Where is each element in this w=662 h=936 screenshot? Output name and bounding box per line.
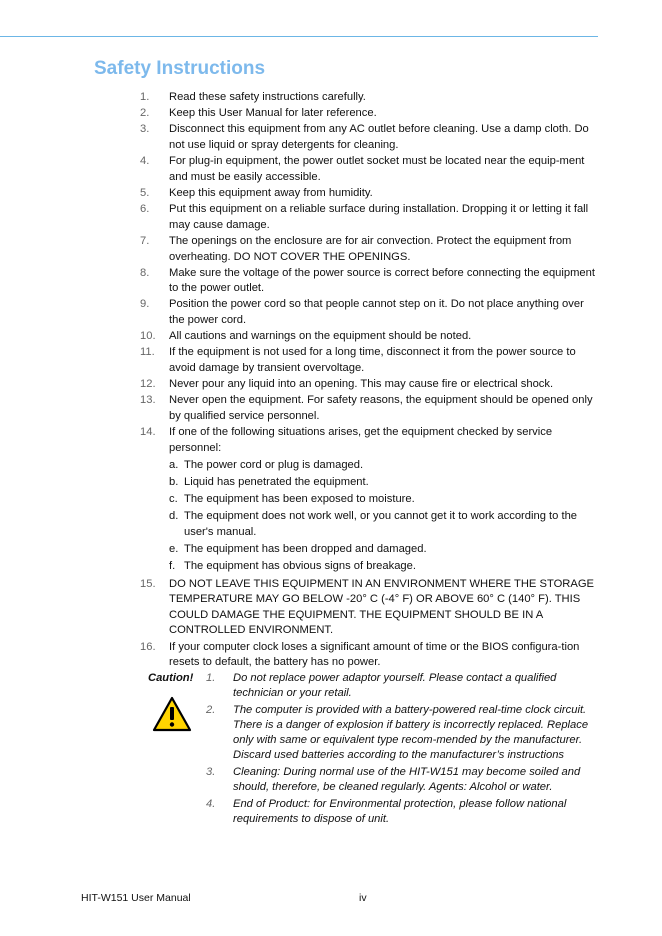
item-text: Never open the equipment. For safety reasons, the equipment should be opened only by qualified service personnel. <box>169 394 593 422</box>
sub-item-letter: e. <box>169 543 179 556</box>
item-text: If your computer clock loses a significant amount of time or the BIOS configura-tion resets to default, the battery has no power. <box>169 640 580 669</box>
sub-item-text: The power cord or plug is damaged. <box>184 458 364 471</box>
list-item <box>140 266 600 297</box>
list-item <box>140 154 600 185</box>
item-text: Make sure the voltage of the power source is correct before connecting the equipment to the power outlet. <box>169 266 595 295</box>
list-item <box>140 297 600 328</box>
list-item <box>140 345 600 376</box>
caution-item-text: End of Product: for Environmental protection, please follow national requirements to dispose of unit. <box>233 798 567 826</box>
sub-item-text: The equipment does not work well, or you cannot get it to work according to the user's manual. <box>184 510 578 539</box>
caution-label: Caution! <box>148 672 194 684</box>
list-item <box>140 377 600 393</box>
item-number: 9. <box>140 298 150 311</box>
item-text: Disconnect this equipment from any AC outlet before cleaning. Use a damp cloth. Do not use liquid or spray detergents for cleaning. <box>169 123 589 151</box>
sub-list-item <box>169 475 600 491</box>
caution-item-number: 1. <box>206 672 216 684</box>
item-number: 4. <box>140 155 150 168</box>
item-number: 3. <box>140 123 150 136</box>
warning-triangle-icon <box>152 696 192 732</box>
item-text: The openings on the enclosure are for air convection. Protect the equipment from overheating. DO NOT COVER THE OPENINGS. <box>169 234 572 263</box>
list-item <box>140 186 600 202</box>
item-number: 10. <box>140 330 156 343</box>
footer-manual-title: HIT-W151 User Manual <box>81 892 191 904</box>
sub-item-letter: f. <box>169 560 176 573</box>
item-number: 1. <box>140 91 150 103</box>
safety-list <box>140 90 600 671</box>
header-rule <box>0 36 598 37</box>
item-text: If the equipment is not used for a long time, disconnect it from the power source to avoid damage by transient overvoltage. <box>169 346 576 375</box>
sub-item-letter: a. <box>169 458 179 471</box>
list-item <box>140 425 600 575</box>
sub-item-text: Liquid has penetrated the equipment. <box>184 476 369 489</box>
caution-item <box>206 765 596 795</box>
item-number: 16. <box>140 640 156 653</box>
sub-item-letter: d. <box>169 510 179 523</box>
caution-item <box>206 671 596 701</box>
item-number: 11. <box>140 346 155 359</box>
item-number: 15. <box>140 577 156 590</box>
sub-list-item <box>169 492 600 508</box>
sub-list-item <box>169 542 600 558</box>
list-item <box>140 202 600 233</box>
caution-list <box>206 671 596 829</box>
list-item <box>140 106 600 122</box>
list-item <box>140 90 600 106</box>
caution-item-text: Do not replace power adaptor yourself. Please contact a qualified technician or your retail. <box>233 672 557 700</box>
caution-item-text: Cleaning: During normal use of the HIT-W151 may become soiled and should, therefore, be cleaned regularly. Agents: Alcohol or water. <box>233 766 581 794</box>
item-text: All cautions and warnings on the equipment should be noted. <box>169 330 472 343</box>
list-item <box>140 393 600 424</box>
sub-list-item <box>169 509 600 540</box>
item-text: For plug-in equipment, the power outlet socket must be located near the equip-ment and must be easily accessible. <box>169 155 585 183</box>
item-text: Read these safety instructions carefully. <box>169 91 366 103</box>
item-text: Put this equipment on a reliable surface during installation. Dropping it or letting it fall may cause damage. <box>169 203 589 231</box>
sub-item-letter: b. <box>169 476 179 489</box>
sub-list-item <box>169 559 600 575</box>
list-item <box>140 577 600 639</box>
item-text: Position the power cord so that people cannot step on it. Do not place anything over the power cord. <box>169 298 584 327</box>
item-text: Keep this equipment away from humidity. <box>169 186 373 199</box>
caution-item-number: 4. <box>206 798 216 811</box>
sub-item-text: The equipment has obvious signs of breakage. <box>184 560 416 573</box>
sub-list-item <box>169 458 600 474</box>
list-item <box>140 329 600 345</box>
footer-page-number: iv <box>359 892 367 904</box>
sub-item-letter: c. <box>169 493 178 506</box>
list-item <box>140 234 600 265</box>
item-number: 6. <box>140 203 150 216</box>
item-text: DO NOT LEAVE THIS EQUIPMENT IN AN ENVIRONMENT WHERE THE STORAGE TEMPERATURE MAY GO BELOW -20° C (-4° F) OR ABOVE 60° C (140° F). THIS COULD DAMAGE THE EQUIPMENT. THE EQUIPMENT SHOULD BE IN A CONTROLLED ENVIRONMENT. <box>169 577 594 637</box>
item-number: 12. <box>140 378 156 391</box>
caution-item-number: 3. <box>206 766 216 779</box>
list-item <box>140 122 600 153</box>
situation-sublist <box>169 458 600 575</box>
item-number: 14. <box>140 426 156 439</box>
caution-item <box>206 703 596 763</box>
item-number: 13. <box>140 394 156 407</box>
caution-item <box>206 797 596 827</box>
page-title: Safety Instructions <box>94 58 266 79</box>
item-number: 5. <box>140 186 150 199</box>
sub-item-text: The equipment has been exposed to moisture. <box>184 493 415 506</box>
caution-item-text: The computer is provided with a battery-powered real-time clock circuit. There is a danger of explosion if battery is incorrectly replaced. Replace only with same or equivalent type recom-mended by the manufacturer. Discard used batteries according to the manufacturer’s instructions <box>233 703 589 762</box>
list-item <box>140 640 600 671</box>
item-text: If one of the following situations arises, get the equipment checked by service personnel: <box>169 426 553 454</box>
item-text: Keep this User Manual for later reference. <box>169 107 377 120</box>
item-number: 7. <box>140 234 150 247</box>
sub-item-text: The equipment has been dropped and damaged. <box>184 543 427 556</box>
item-number: 2. <box>140 107 150 120</box>
item-number: 8. <box>140 266 150 279</box>
caution-item-number: 2. <box>206 703 216 716</box>
item-text: Never pour any liquid into an opening. This may cause fire or electrical shock. <box>169 378 554 391</box>
